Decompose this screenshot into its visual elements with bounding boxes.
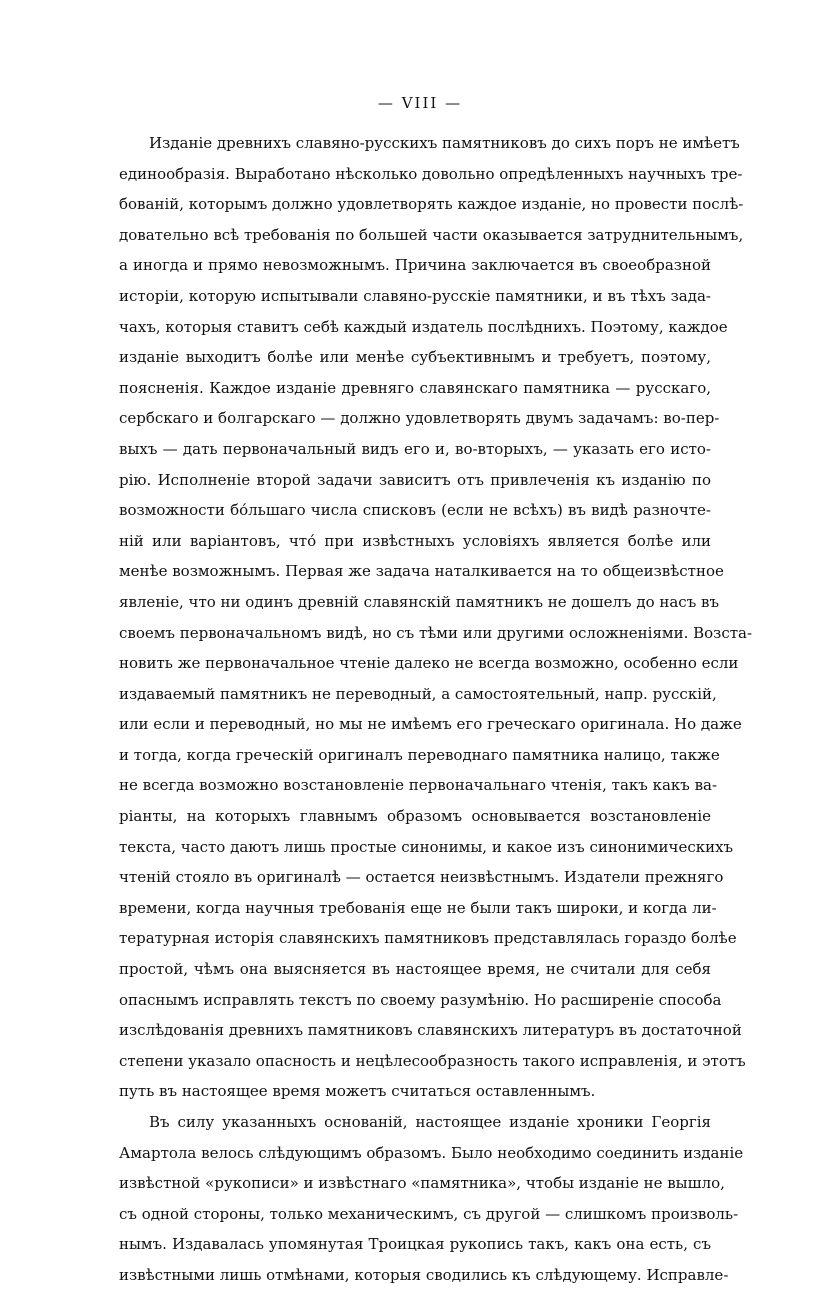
text-line: а иногда и прямо невозможнымъ. Причина заключается въ своеобразной xyxy=(119,256,711,275)
text-line: изслѣдованія древнихъ памятниковъ славянскихъ литературъ въ достаточной xyxy=(119,1021,742,1040)
text-line: своемъ первоначальномъ видѣ, но съ тѣми или другими осложненіями. Возста- xyxy=(119,623,753,642)
text-line: степени указало опасность и нецѣлесообразность такого исправленія, и этотъ xyxy=(119,1051,746,1070)
text-line: единообразія. Выработано нѣсколько довольно опредѣленныхъ научныхъ тре- xyxy=(119,164,743,183)
text-line: нымъ. Издавалась упомянутая Троицкая рукопись такъ, какъ она есть, съ xyxy=(119,1235,711,1254)
text-line: извѣстными лишь отмѣнами, которыя сводились къ слѣдующему. Исправле- xyxy=(119,1265,729,1284)
text-line: чахъ, которыя ставитъ себѣ каждый издатель послѣднихъ. Поэтому, каждое xyxy=(119,317,728,336)
text-line: съ одной стороны, только механическимъ, съ другой — слишкомъ произволь- xyxy=(119,1204,739,1223)
page-number: — VIII — xyxy=(377,94,463,112)
text-line: времени, когда научныя требованія еще не были такъ широки, и когда ли- xyxy=(119,898,717,917)
text-line: текста, часто даютъ лишь простые синонимы, и какое изъ синонимическихъ xyxy=(119,837,734,856)
text-line: рію. Исполненіе второй задачи зависитъ отъ привлеченія къ изданію по xyxy=(119,470,711,489)
text-line: издаваемый памятникъ не переводный, а самостоятельный, напр. русскій, xyxy=(119,684,717,703)
text-line: поясненія. Каждое изданіе древняго славянскаго памятника — русскаго, xyxy=(119,378,711,397)
text-line: ній или варіантовъ, что́ при извѣстныхъ условіяхъ является болѣе или xyxy=(119,531,711,550)
text-line: Изданіе древнихъ славяно-русскихъ памятниковъ до сихъ поръ не имѣетъ xyxy=(149,134,740,152)
text-line: довательно всѣ требованія по большей части оказывается затруднительнымъ, xyxy=(119,225,744,244)
text-line: бованій, которымъ должно удовлетворять каждое изданіе, но провести послѣ- xyxy=(119,195,744,214)
text-line: менѣе возможнымъ. Первая же задача наталкивается на то общеизвѣстное xyxy=(119,562,724,581)
text-line: сербскаго и болгарскаго — должно удовлетворять двумъ задачамъ: во-пер- xyxy=(119,409,720,428)
body-text xyxy=(119,128,753,1291)
text-line: выхъ — дать первоначальный видъ его и, во-вторыхъ, — указать его исто- xyxy=(119,439,711,458)
text-line: и тогда, когда греческій оригиналъ переводнаго памятника налицо, также xyxy=(119,745,720,764)
text-line: опаснымъ исправлять текстъ по своему разумѣнію. Но расширеніе способа xyxy=(119,990,722,1009)
text-line: простой, чѣмъ она выясняется въ настоящее время, не считали для себя xyxy=(119,960,711,979)
text-line: не всегда возможно возстановленіе первоначальнаго чтенія, такъ какъ ва- xyxy=(119,776,718,795)
text-line: исторіи, которую испытывали славяно-русскіе памятники, и въ тѣхъ зада- xyxy=(119,286,711,305)
text-line: явленіе, что ни одинъ древній славянскій памятникъ не дошелъ до насъ въ xyxy=(119,592,720,611)
text-line: путь въ настоящее время можетъ считаться оставленнымъ. xyxy=(119,1082,596,1101)
text-line: изданіе выходитъ болѣе или менѣе субъективнымъ и требуетъ, поэтому, xyxy=(119,348,711,367)
text-line: чтеній стояло въ оригиналѣ — остается неизвѣстнымъ. Издатели прежняго xyxy=(119,868,724,887)
text-line: ріанты, на которыхъ главнымъ образомъ основывается возстановленіе xyxy=(119,807,711,826)
text-line: новить же первоначальное чтеніе далеко не всегда возможно, особенно если xyxy=(119,654,739,673)
text-line: возможности бо́льшаго числа списковъ (если не всѣхъ) въ видѣ разночте- xyxy=(119,501,711,520)
text-line: извѣстной «рукописи» и извѣстнаго «памятника», чтобы изданіе не вышло, xyxy=(119,1174,725,1193)
text-line: или если и переводный, но мы не имѣемъ его греческаго оригинала. Но даже xyxy=(119,715,742,734)
text-line: Амартола велось слѣдующимъ образомъ. Было необходимо соединить изданіе xyxy=(119,1143,744,1162)
text-line: тературная исторія славянскихъ памятниковъ представлялась гораздо болѣе xyxy=(119,929,737,948)
text-line: Въ силу указанныхъ основаній, настоящее изданіе хроники Георгія xyxy=(149,1113,711,1131)
